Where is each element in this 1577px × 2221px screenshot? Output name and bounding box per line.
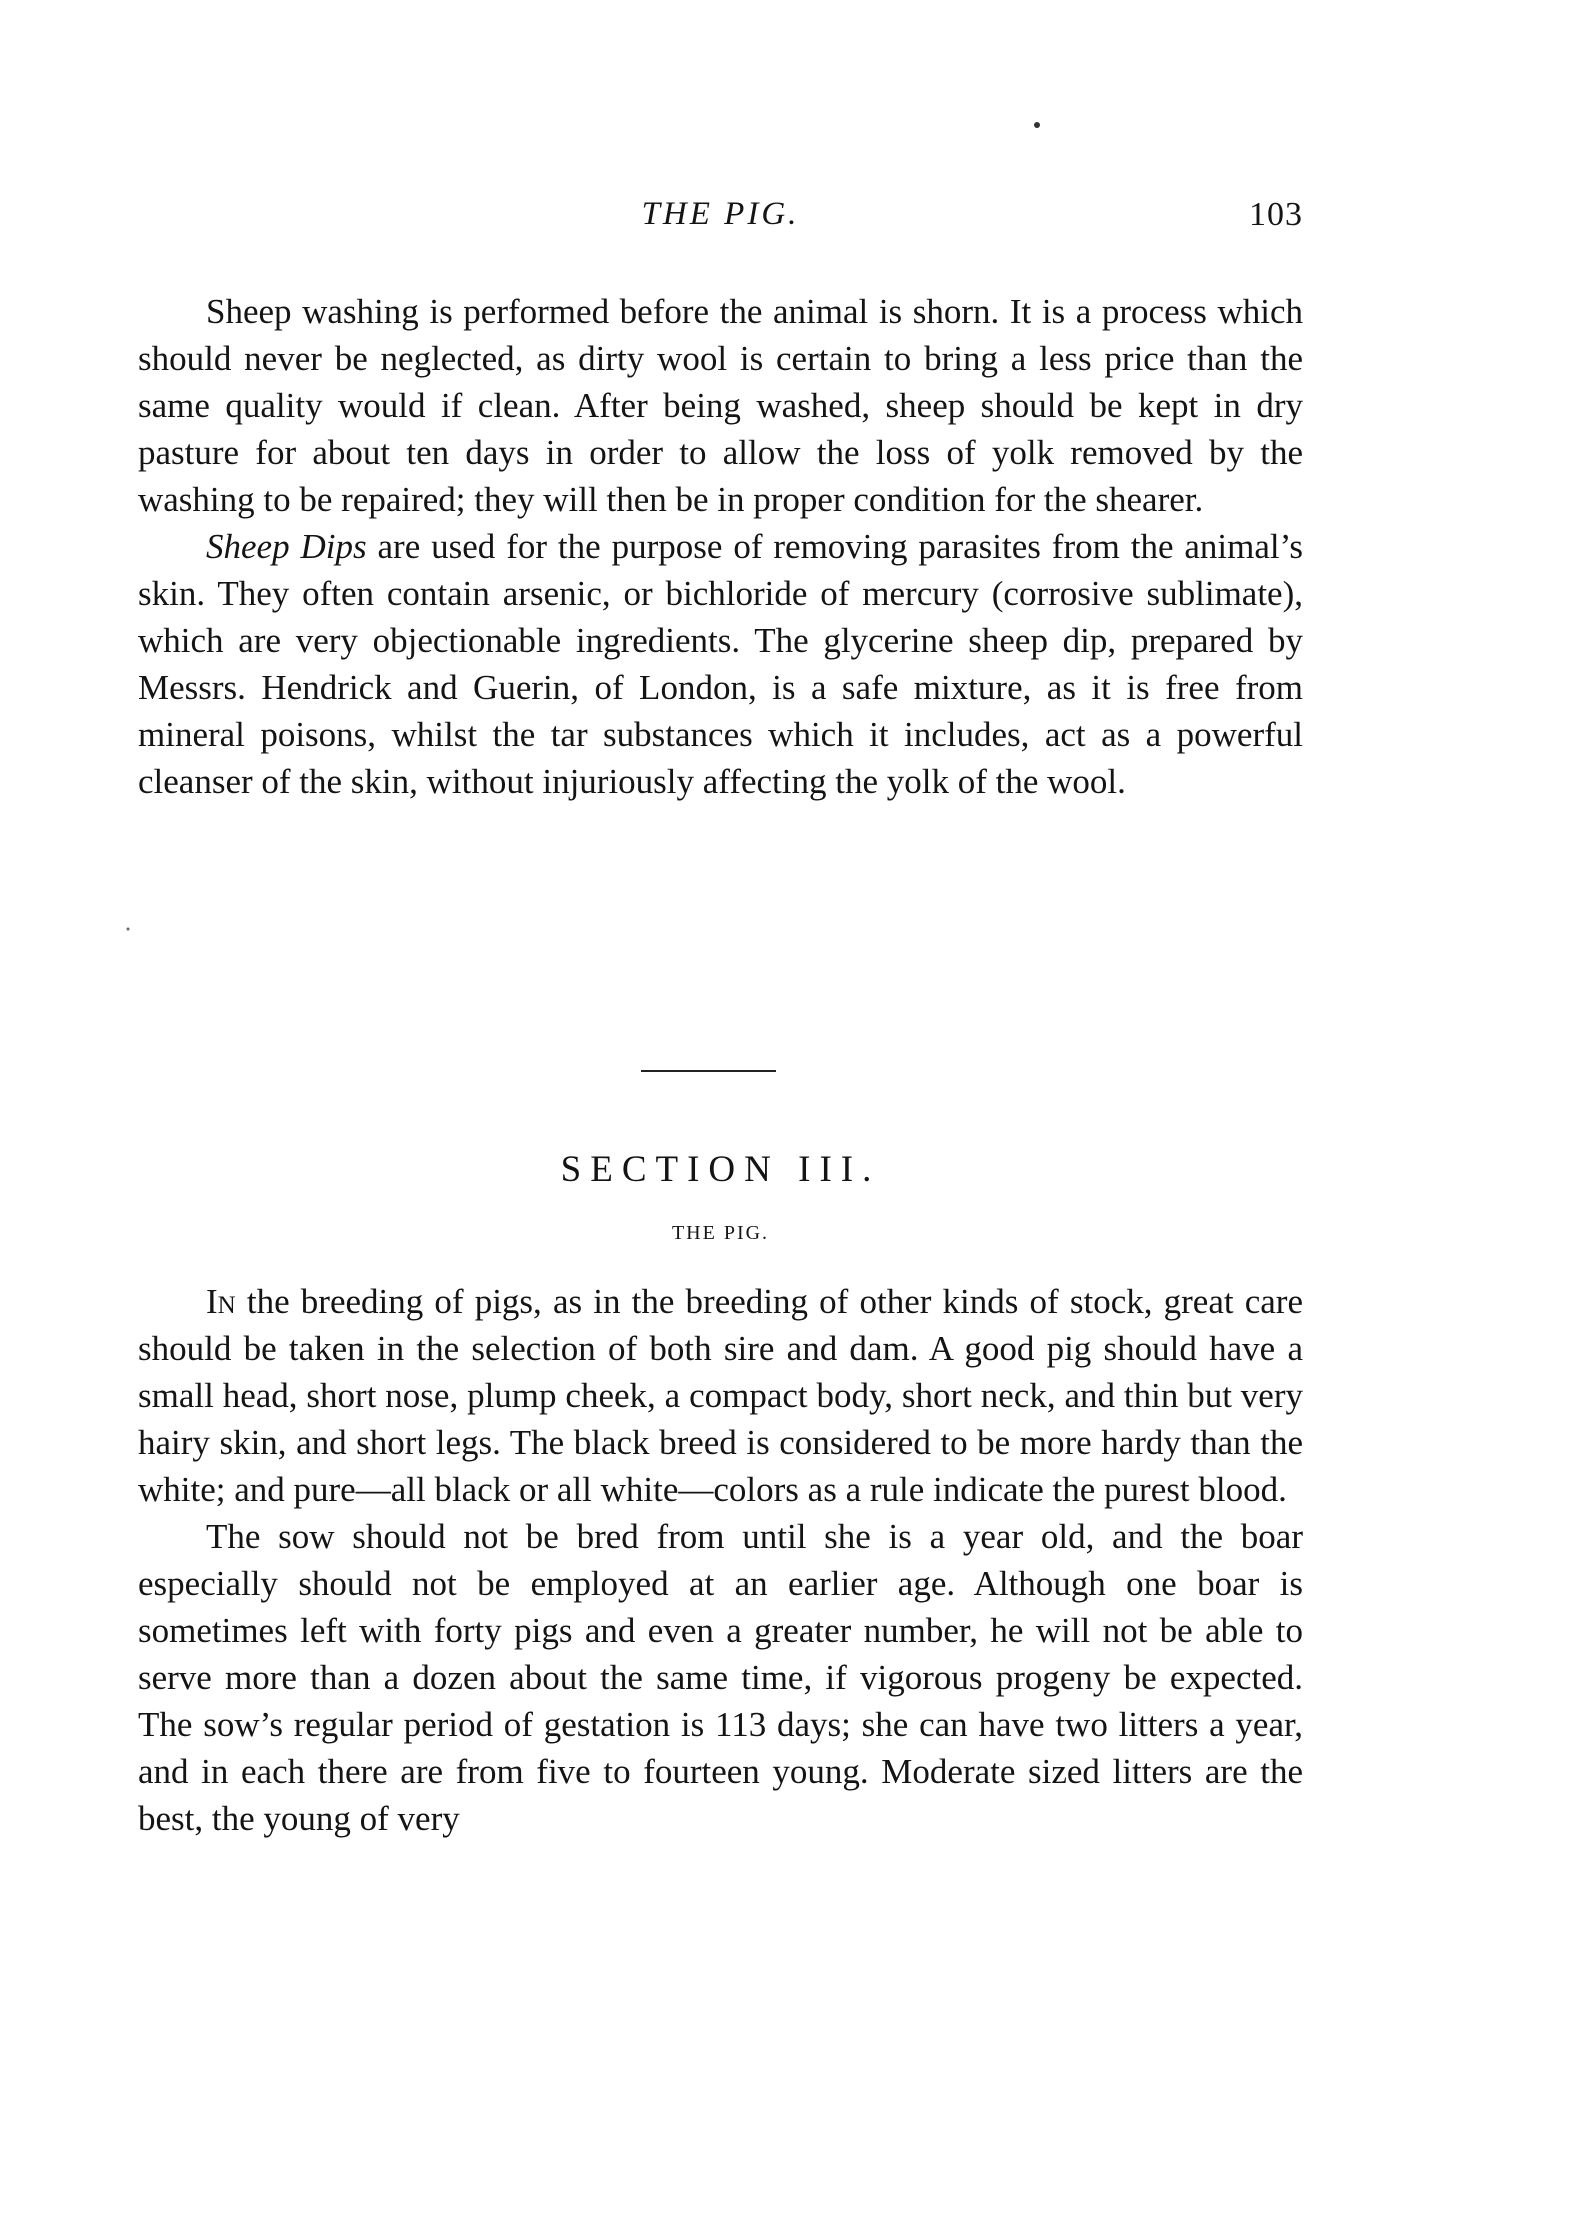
paragraph-sheep-dips: [138, 523, 1303, 805]
ink-speck: [1034, 122, 1040, 128]
paragraph-text: are used for the purpose of removing parasites from the animal’s skin. They often contain arsenic, or bichloride of mercury (corrosive sublimate), which are very objectionable ingredients. The glycerine sheep dip, prepared by Messrs. Hendrick and Guerin, of London, is a safe mixture, as it is free from mineral poisons, whilst the tar substances which it includes, act as a powerful cleanser of the skin, without injuriously affecting the yolk of the wool.: [138, 527, 1303, 801]
paragraph-sow-breeding: [138, 1513, 1303, 1842]
paragraph-text: The sow should not be bred from until she is a year old, and the boar especially should not be employed at an earlier age. Although one boar is sometimes left with forty pigs and even a greater number, he will not be able to serve more than a dozen about the same time, if vigorous progeny be expected. The sow’s regular period of gestation is 113 days; she can have two litters a year, and in each there are from five to fourteen young. Moderate sized litters are the best, the young of very: [138, 1517, 1303, 1838]
ink-speck: [127, 928, 130, 931]
page-number: 103: [1249, 196, 1303, 233]
section-divider: [641, 1070, 776, 1072]
page-header: [138, 196, 1303, 246]
section-heading: SECTION III.: [560, 1149, 881, 1190]
paragraph-text: the breeding of pigs, as in the breeding of other kinds of stock, great care should be taken in the selection of both sire and dam. A good pig should have a small head, short nose, plump cheek, a compact body, short neck, and thin but very hairy skin, and short legs. The black breed is considered to be more hardy than the white; and pure—all black or all white—colors as a rule indicate the purest blood.: [138, 1282, 1303, 1509]
term-sheep-dips: Sheep Dips: [206, 527, 367, 566]
section-subheading: THE PIG.: [671, 1222, 770, 1244]
paragraph-pig-breeding: [138, 1278, 1303, 1513]
drop-lead-word: In: [206, 1282, 236, 1321]
paragraph-sheep-washing: [138, 288, 1303, 523]
paragraph-text: Sheep washing is performed before the animal is shorn. It is a process which should never be neglected, as dirty wool is certain to bring a less price than the same quality would if clean. After being washed, sheep should be kept in dry pasture for about ten days in order to allow the loss of yolk removed by the washing to be repaired; they will then be in proper condition for the shearer.: [138, 292, 1303, 519]
running-title: THE PIG.: [641, 196, 800, 232]
text-block-sheep: [138, 288, 1303, 805]
text-block-pig: [138, 1278, 1303, 1842]
